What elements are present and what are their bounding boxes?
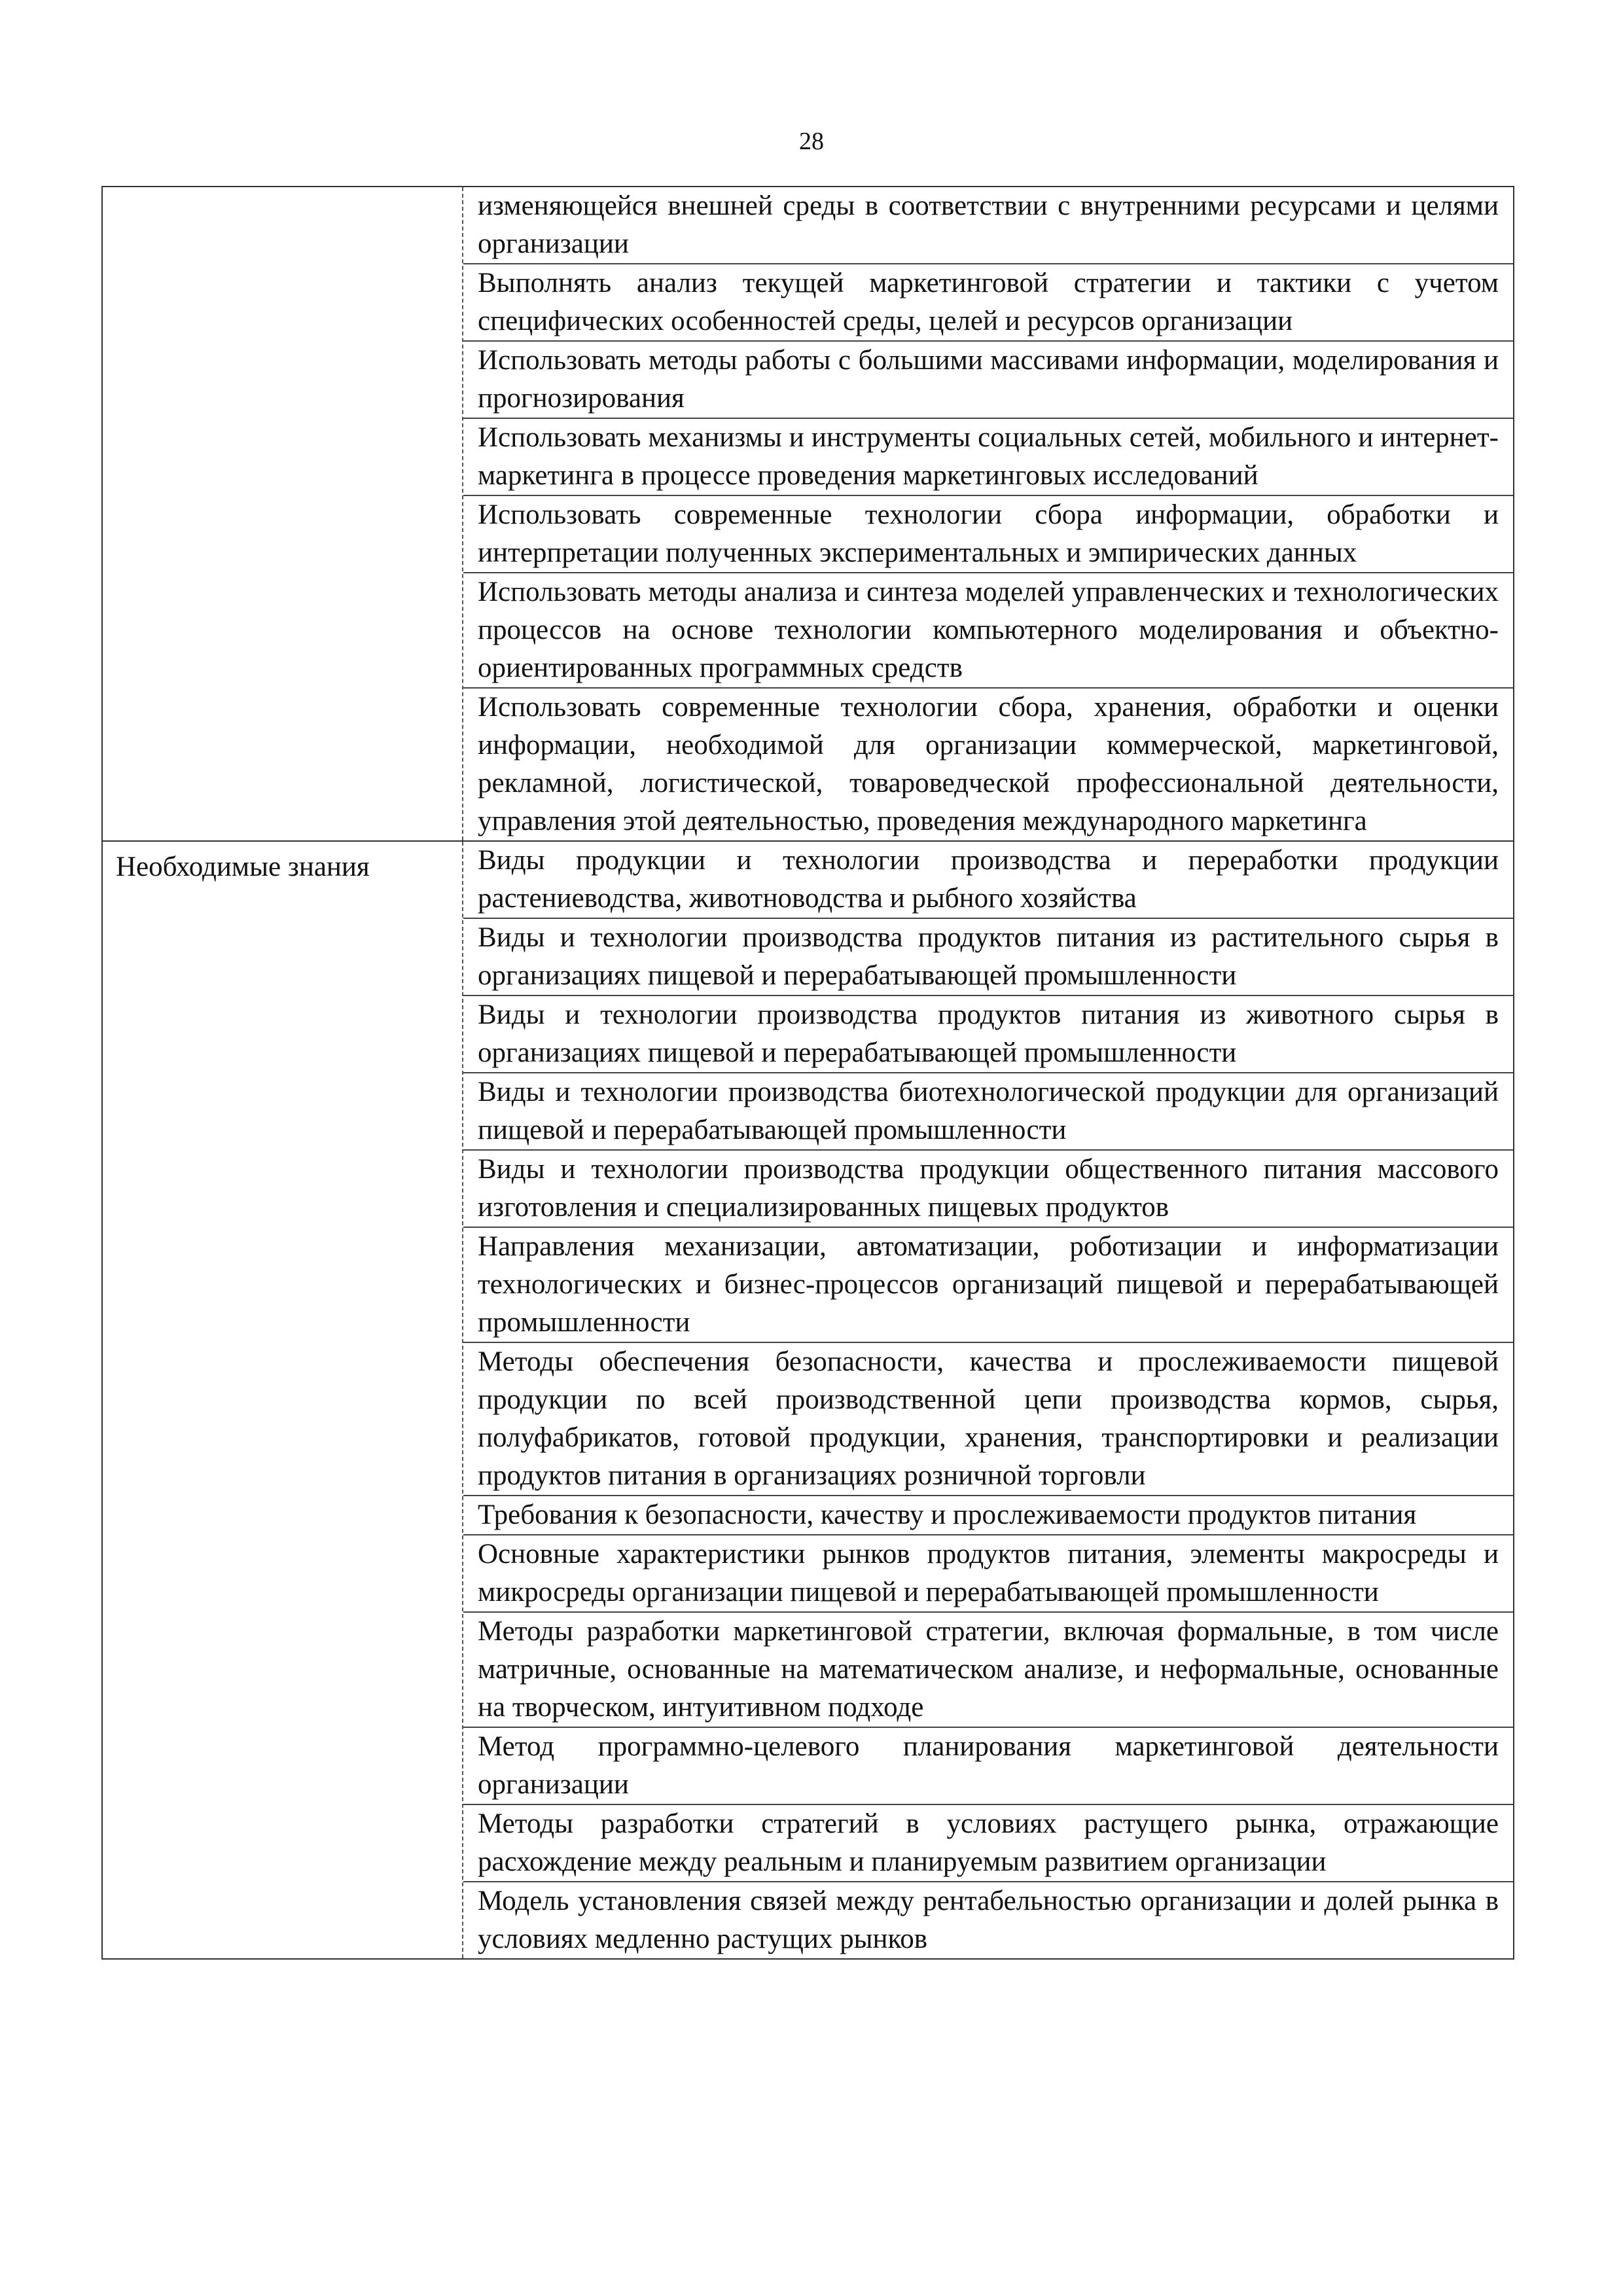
table-row: изменяющейся внешней среды в соответствии с внутренними ресурсами и целями организации bbox=[478, 190, 1499, 259]
table-row: Модель установления связей между рентабельностью организации и долей рынка в условиях медленно растущих рынков bbox=[463, 1881, 1513, 1958]
knowledge-label: Необходимые знания bbox=[103, 842, 463, 1958]
table-row: Методы разработки стратегий в условиях растущего рынка, отражающие расхождение между реальным и планируемым развитием организации bbox=[463, 1804, 1513, 1881]
skills-label bbox=[103, 187, 463, 840]
page-number: 28 bbox=[799, 128, 824, 155]
table-row: Метод программно-целевого планирования маркетинговой деятельности организации bbox=[463, 1727, 1513, 1804]
competency-table bbox=[101, 186, 1514, 1960]
table-row: Использовать механизмы и инструменты социальных сетей, мобильного и интернет-маркетинга в процессе проведения маркетинговых исследований bbox=[463, 418, 1513, 495]
table-row: Методы обеспечения безопасности, качества и прослеживаемости пищевой продукции по всей производственной цепи производства кормов, сырья, полуфабрикатов, готовой продукции, хранения, транспортировки и реализации продуктов питания в организациях розничной торговли bbox=[463, 1342, 1513, 1495]
table-row: Использовать современные технологии сбора, хранения, обработки и оценки информации, необходимой для организации коммерческой, маркетинговой, рекламной, логистической, товароведческой профессиональной деятельности, управления этой деятельностью, проведения международного маркетинга bbox=[463, 687, 1513, 840]
table-row: Направления механизации, автоматизации, роботизации и информатизации технологических и бизнес-процессов организаций пищевой и перерабатывающей промышленности bbox=[463, 1227, 1513, 1342]
knowledge-section bbox=[103, 840, 1513, 1958]
table-row: Основные характеристики рынков продуктов питания, элементы макросреды и микросреды организации пищевой и перерабатывающей промышленности bbox=[463, 1534, 1513, 1611]
table-row: Виды и технологии производства биотехнологической продукции для организаций пищевой и перерабатывающей промышленности bbox=[463, 1072, 1513, 1149]
table-row: Виды и технологии производства продуктов питания из животного сырья в организациях пищевой и перерабатывающей промышленности bbox=[463, 995, 1513, 1072]
table-row: Методы разработки маркетинговой стратегии, включая формальные, в том числе матричные, основанные на математическом анализе, и неформальные, основанные на творческом, интуитивном подходе bbox=[463, 1611, 1513, 1727]
table-row: Требования к безопасности, качеству и прослеживаемости продуктов питания bbox=[463, 1495, 1513, 1534]
knowledge-items bbox=[463, 842, 1513, 1958]
table-row: Виды и технологии производства продуктов питания из растительного сырья в организациях пищевой и перерабатывающей промышленности bbox=[463, 918, 1513, 995]
table-row: Виды продукции и технологии производства и переработки продукции растениеводства, животноводства и рыбного хозяйства bbox=[478, 845, 1499, 914]
skills-items bbox=[463, 187, 1513, 840]
skills-section bbox=[103, 187, 1513, 840]
table-row: Использовать современные технологии сбора информации, обработки и интерпретации полученных экспериментальных и эмпирических данных bbox=[463, 495, 1513, 572]
table-row: Использовать методы анализа и синтеза моделей управленческих и технологических процессов на основе технологии компьютерного моделирования и объектно-ориентированных программных средств bbox=[463, 572, 1513, 687]
table-row: Использовать методы работы с большими массивами информации, моделирования и прогнозирования bbox=[463, 340, 1513, 418]
table-row: Виды и технологии производства продукции общественного питания массового изготовления и специализированных пищевых продуктов bbox=[463, 1149, 1513, 1227]
table-row: Выполнять анализ текущей маркетинговой стратегии и тактики с учетом специфических особенностей среды, целей и ресурсов организации bbox=[463, 263, 1513, 340]
